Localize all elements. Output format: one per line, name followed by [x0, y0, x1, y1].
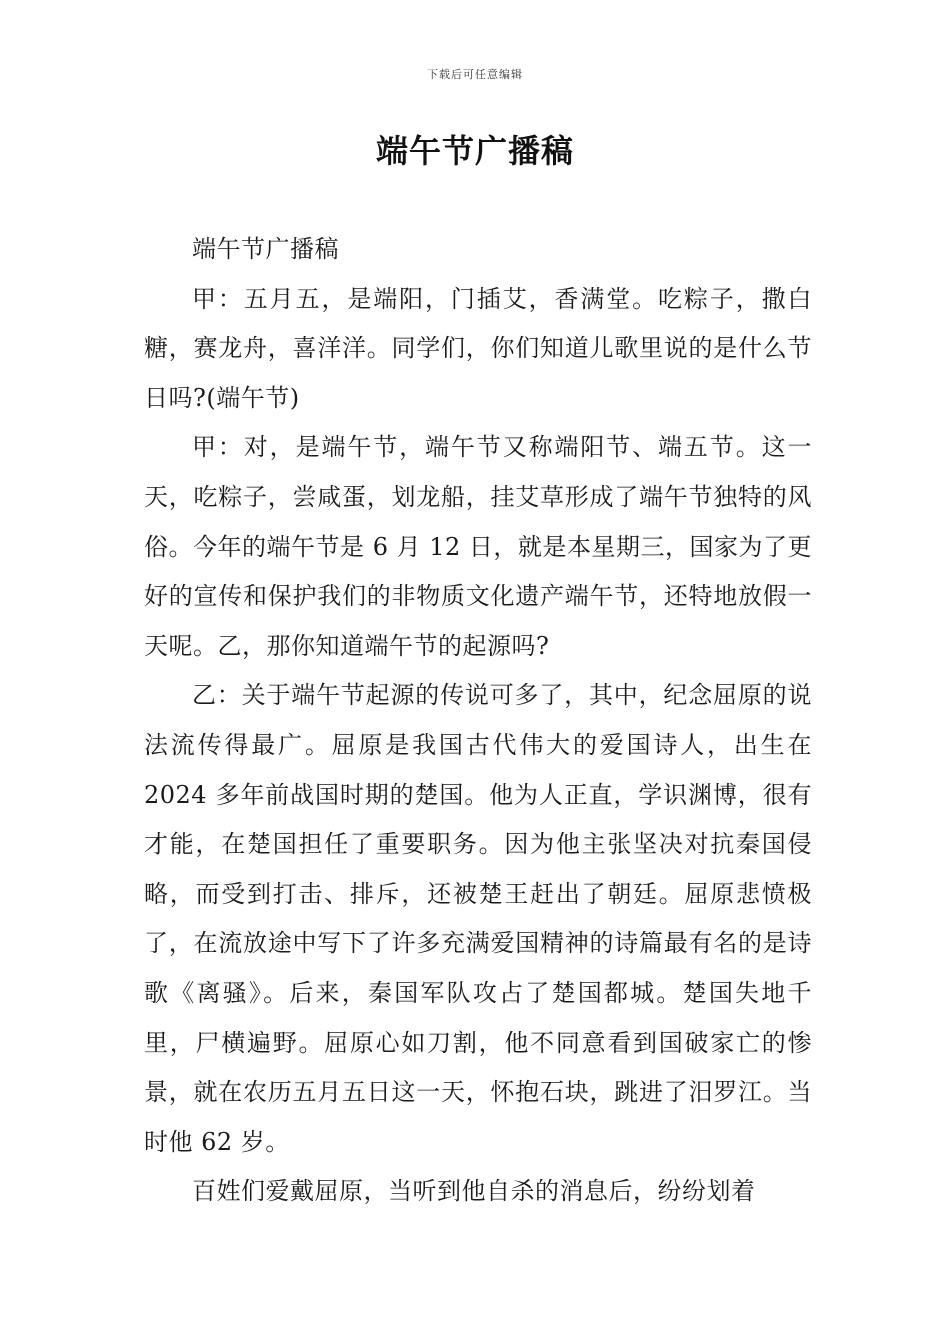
paragraph: 百姓们爱戴屈原，当听到他自杀的消息后，纷纷划着: [192, 1177, 756, 1206]
paragraph: 甲：对，是端午节，端午节又称端阳节、端五节。这一天，吃粽子，尝咸蛋，划龙船，挂艾草形成了端午节独特的风俗。今年的端午节是 6 月 12 日，就是本星期三，国家为了更好的宣传和保护我们的非物质文化遗产端午节，还特地放假一天呢。乙，那你知道端午节的起源吗?: [144, 433, 812, 660]
paragraph: 乙：关于端午节起源的传说可多了，其中，纪念屈原的说法流传得最广。屈原是我国古代伟大的爱国诗人，出生在 2024 多年前战国时期的楚国。他为人正直，学识渊博，很有才能，在楚国担任了重要职务。因为他主张坚决对抗秦国侵略，而受到打击、排斥，还被楚王赶出了朝廷。屈原悲愤极了，在流放途中写下了许多充满爱国精神的诗篇最有名的是诗歌《离骚》。后来，秦国军队攻占了楚国都城。楚国失地千里，尸横遍野。屈原心如刀割，他不同意看到国破家亡的惨景，就在农历五月五日这一天，怀抱石块，跳进了汨罗江。当时他 62 岁。: [144, 681, 812, 1156]
document-title: 端午节广播稿: [375, 132, 574, 170]
header-note: 下载后可任意编辑: [427, 68, 523, 81]
document-body: [144, 225, 812, 1217]
paragraph: 甲：五月五，是端阳，门插艾，香满堂。吃粽子，撒白糖，赛龙舟，喜洋洋。同学们，你们知道儿歌里说的是什么节日吗?(端午节): [144, 284, 812, 412]
paragraph-subtitle: 端午节广播稿: [192, 235, 339, 263]
